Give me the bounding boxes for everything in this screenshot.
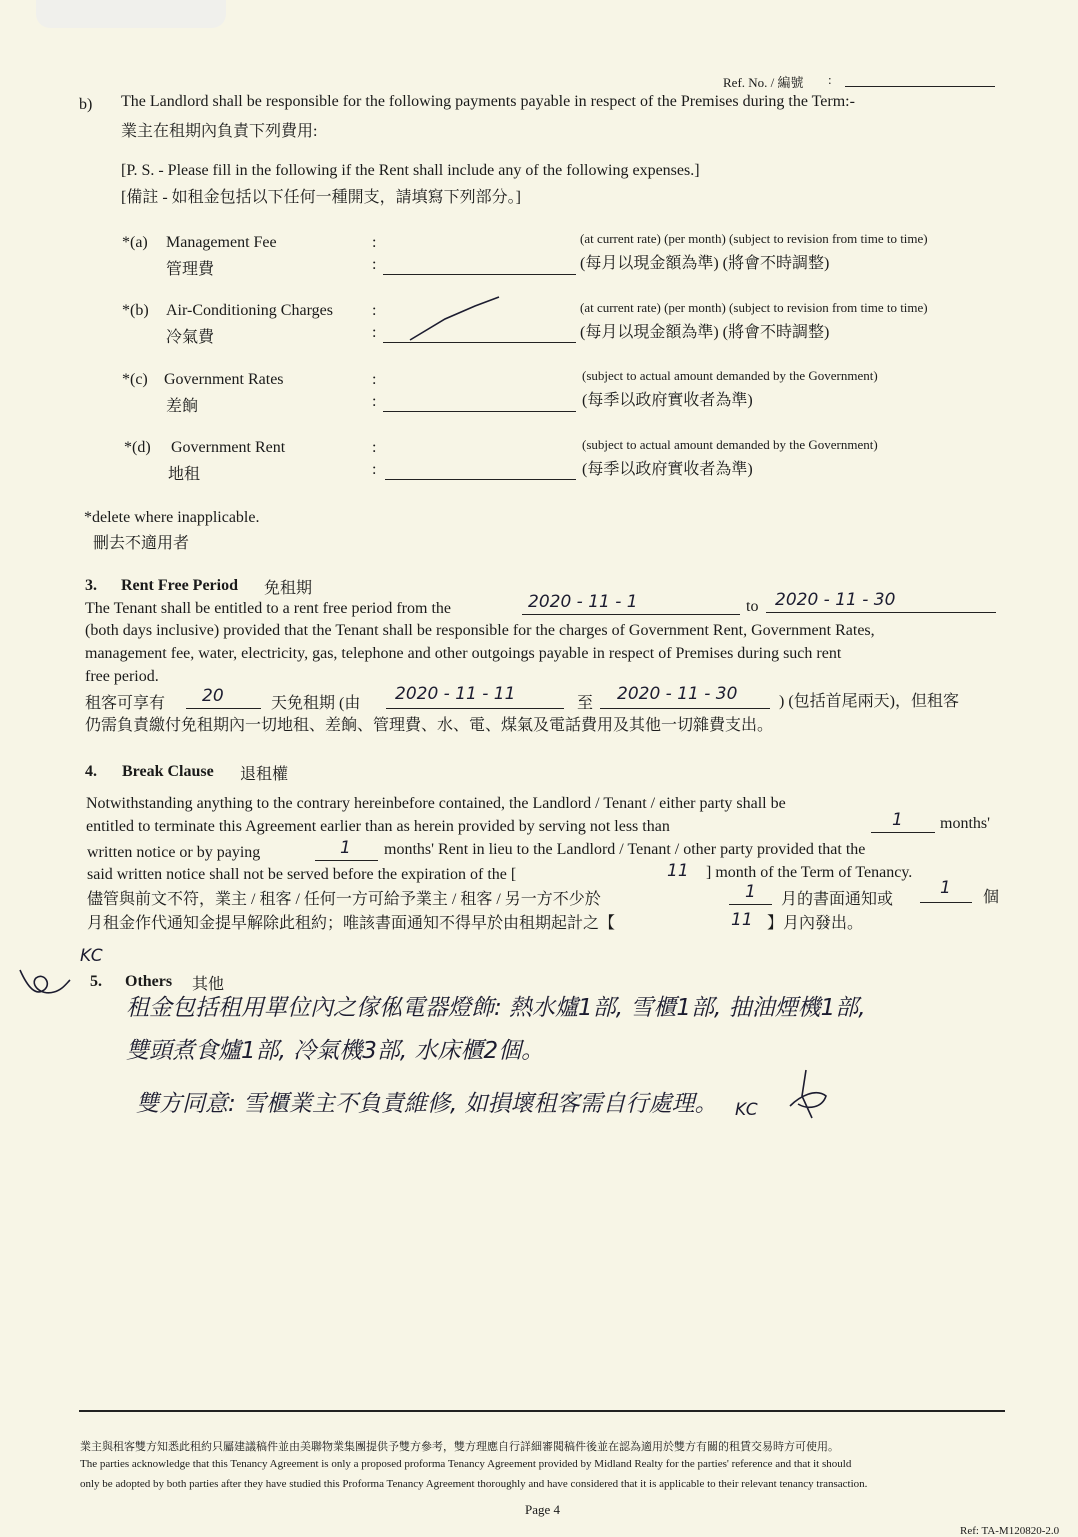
- rent-free-from-blank: [522, 614, 740, 615]
- section4-line3-end: months' Rent in lieu to the Landlord / Tenant / other party provided that the: [384, 841, 866, 858]
- section4-line2: entitled to terminate this Agreement earlier than as herein provided by serving not less than: [86, 818, 670, 835]
- item-b-strike-mark: [405, 294, 505, 346]
- section3-to-word: to: [746, 598, 759, 615]
- section-b-title-zh: 業主在租期內負責下列費用:: [121, 123, 318, 140]
- rent-free-days-value: 20: [202, 686, 224, 706]
- section4-title-en: Break Clause: [122, 763, 214, 780]
- signature-mark-right: [782, 1066, 832, 1124]
- item-b-label-zh: 冷氣費: [166, 329, 215, 346]
- zh-notice-value: 1: [745, 882, 756, 902]
- item-c-colon-2: :: [372, 393, 377, 410]
- item-a-note-en: (at current rate) (per month) (subject to revision from time to time): [580, 231, 928, 246]
- item-b-note-zh: (每月以現金額為準) (將會不時調整): [580, 324, 830, 341]
- page-number: Page 4: [525, 1502, 561, 1517]
- item-d-label: Government Rent: [171, 439, 286, 456]
- item-d-colon: :: [372, 439, 377, 456]
- section3-title-en: Rent Free Period: [121, 577, 238, 594]
- zh-from-blank: [386, 708, 564, 709]
- section3-zh-a: 租客可享有: [85, 695, 166, 712]
- section-b-title-en: The Landlord shall be responsible for the following payments payable in respect of the Premises during the Term:-: [121, 93, 855, 110]
- notice-months-value: 1: [892, 810, 903, 830]
- section3-zh-line2: 仍需負責繳付免租期內一切地租、差餉、管理費、水、電、煤氣及電話費用及其他一切雜費支出。: [85, 717, 774, 734]
- item-d-label-zh: 地租: [168, 466, 201, 483]
- delete-note-en: *delete where inapplicable.: [84, 509, 260, 526]
- section4-zh-line1-c: 個: [983, 889, 1000, 906]
- section3-number: 3.: [85, 577, 97, 594]
- item-c-note-en: (subject to actual amount demanded by the Government): [582, 368, 878, 383]
- zh-notice-blank: [729, 904, 772, 905]
- section3-line2: (both days inclusive) provided that the Tenant shall be responsible for the charges of Government Rent, Government Rates,: [85, 622, 875, 639]
- item-d-code: *(d): [124, 439, 151, 456]
- notice-months-blank: [871, 832, 935, 833]
- section3-line1: The Tenant shall be entitled to a rent free period from the: [85, 600, 451, 617]
- ref-no-blank: [845, 86, 995, 87]
- item-c-colon: :: [372, 371, 377, 388]
- delete-note-zh: 刪去不適用者: [93, 535, 190, 552]
- section4-zh-line2-a: 月租金作代通知金提早解除此租約；唯該書面通知不得早於由租期起計之【: [87, 915, 616, 932]
- handwritten-line1: 租金包括租用單位內之傢俬電器燈飾: 熱水爐1部, 雪櫃1部, 抽油煙機1部,: [126, 995, 866, 1021]
- rent-free-days-blank: [186, 708, 261, 709]
- ref-no-colon: :: [828, 72, 832, 87]
- section-b-label: b): [79, 96, 93, 113]
- rent-free-to-value: 2020 - 11 - 30: [775, 590, 896, 610]
- rent-months-blank: [315, 860, 378, 861]
- rent-months-value: 1: [340, 838, 351, 858]
- section3-zh-b: 天免租期 (由: [271, 695, 361, 712]
- item-d-note-zh: (每季以政府實收者為準): [582, 461, 753, 478]
- rent-free-from-value: 2020 - 11 - 1: [528, 592, 638, 612]
- item-d-colon-2: :: [372, 461, 377, 478]
- form-ref: Ref: TA-M120820-2.0: [960, 1525, 1060, 1537]
- section3-line4: free period.: [85, 668, 159, 685]
- item-b-label: Air-Conditioning Charges: [166, 302, 333, 319]
- rent-free-to-blank: [766, 612, 996, 613]
- section3-title-zh: 免租期: [264, 580, 313, 597]
- item-a-note-zh: (每月以現金額為準) (將會不時調整): [580, 255, 830, 272]
- section4-title-zh: 退租權: [240, 766, 289, 783]
- section4-number: 4.: [85, 763, 97, 780]
- zh-rent-value: 1: [940, 878, 951, 898]
- scan-corner: [36, 0, 226, 28]
- section4-line3-start: written notice or by paying: [87, 844, 261, 861]
- section4-line1: Notwithstanding anything to the contrary hereinbefore contained, the Landlord / Tenant / either party shall be: [86, 795, 786, 812]
- section4-zh-line1-b: 月的書面通知或: [781, 891, 894, 908]
- handwritten-line2: 雙頭煮食爐1部, 冷氣機3部, 水床櫃2個。: [126, 1038, 545, 1064]
- zh-rent-blank: [920, 902, 972, 903]
- section4-line4-end: ] month of the Term of Tenancy.: [706, 864, 913, 881]
- item-d-note-en: (subject to actual amount demanded by the Government): [582, 437, 878, 452]
- section5-number: 5.: [90, 973, 102, 990]
- ref-no-label: Ref. No. / 編號: [723, 75, 804, 90]
- ps-en: [P. S. - Please fill in the following if the Rent shall include any of the following expenses.]: [121, 162, 700, 179]
- item-a-label: Management Fee: [166, 234, 277, 251]
- footer-disclaimer-en-2: only be adopted by both parties after they have studied this Proforma Tenancy Agreement thoroughly and have considered that it is applicable to their relevant tenancy transaction.: [80, 1478, 868, 1490]
- zh-month-number: 11: [731, 910, 753, 930]
- ps-zh: [備註 - 如租金包括以下任何一種開支，請填寫下列部分。]: [121, 189, 521, 206]
- item-a-colon: :: [372, 234, 377, 251]
- zh-to-blank: [600, 708, 770, 709]
- item-a-label-zh: 管理費: [166, 261, 215, 278]
- item-c-label-zh: 差餉: [166, 398, 199, 415]
- section4-line2-end: months': [940, 815, 990, 832]
- item-b-code: *(b): [122, 302, 149, 319]
- item-c-code: *(c): [122, 371, 148, 388]
- section4-line4-start: said written notice shall not be served before the expiration of the [: [87, 866, 517, 883]
- zh-from-value: 2020 - 11 - 11: [395, 684, 516, 704]
- item-d-blank: [385, 479, 576, 480]
- item-a-colon-2: :: [372, 256, 377, 273]
- item-a-code: *(a): [122, 234, 148, 251]
- item-a-blank: [383, 274, 576, 275]
- item-c-blank: [383, 411, 576, 412]
- footer-disclaimer-en-1: The parties acknowledge that this Tenancy Agreement is only a proposed proforma Tenancy Agreement provided by Midland Realty for the parties' reference and that it should: [80, 1458, 852, 1470]
- section3-zh-d: ) (包括首尾兩天)，但租客: [779, 693, 959, 710]
- item-c-label: Government Rates: [164, 371, 284, 388]
- item-c-note-zh: (每季以政府實收者為準): [582, 392, 753, 409]
- signature-mark-left: [14, 960, 74, 1002]
- notice-month-number: 11: [667, 861, 689, 881]
- section4-zh-line2-b: 】月內發出。: [767, 915, 864, 932]
- item-b-note-en: (at current rate) (per month) (subject to revision from time to time): [580, 300, 928, 315]
- section4-zh-line1-a: 儘管與前文不符，業主 / 租客 / 任何一方可給予業主 / 租客 / 另一方不少於: [87, 891, 601, 908]
- footer-disclaimer-zh: 業主與租客雙方知悉此租約只屬建議稿件並由美聯物業集團提供予雙方參考，雙方理應自行詳細審閱稿件後並在認為適用於雙方有關的租賃交易時方可使用。: [80, 1441, 839, 1453]
- zh-to-value: 2020 - 11 - 30: [617, 684, 738, 704]
- footer-divider: [79, 1410, 1005, 1412]
- section5-title-en: Others: [125, 973, 173, 990]
- item-b-colon-2: :: [372, 324, 377, 341]
- section3-line3: management fee, water, electricity, gas, telephone and other outgoings payable in respect of Premises during such rent: [85, 645, 842, 662]
- section3-zh-c: 至: [577, 695, 594, 712]
- handwritten-line3: 雙方同意: 雪櫃業主不負責維修, 如損壞租客需自行處理。: [136, 1091, 718, 1117]
- initials-top: KC: [80, 946, 103, 966]
- item-b-colon: :: [372, 302, 377, 319]
- section5-title-zh: 其他: [192, 976, 225, 993]
- handwritten-initials: KC: [735, 1100, 758, 1120]
